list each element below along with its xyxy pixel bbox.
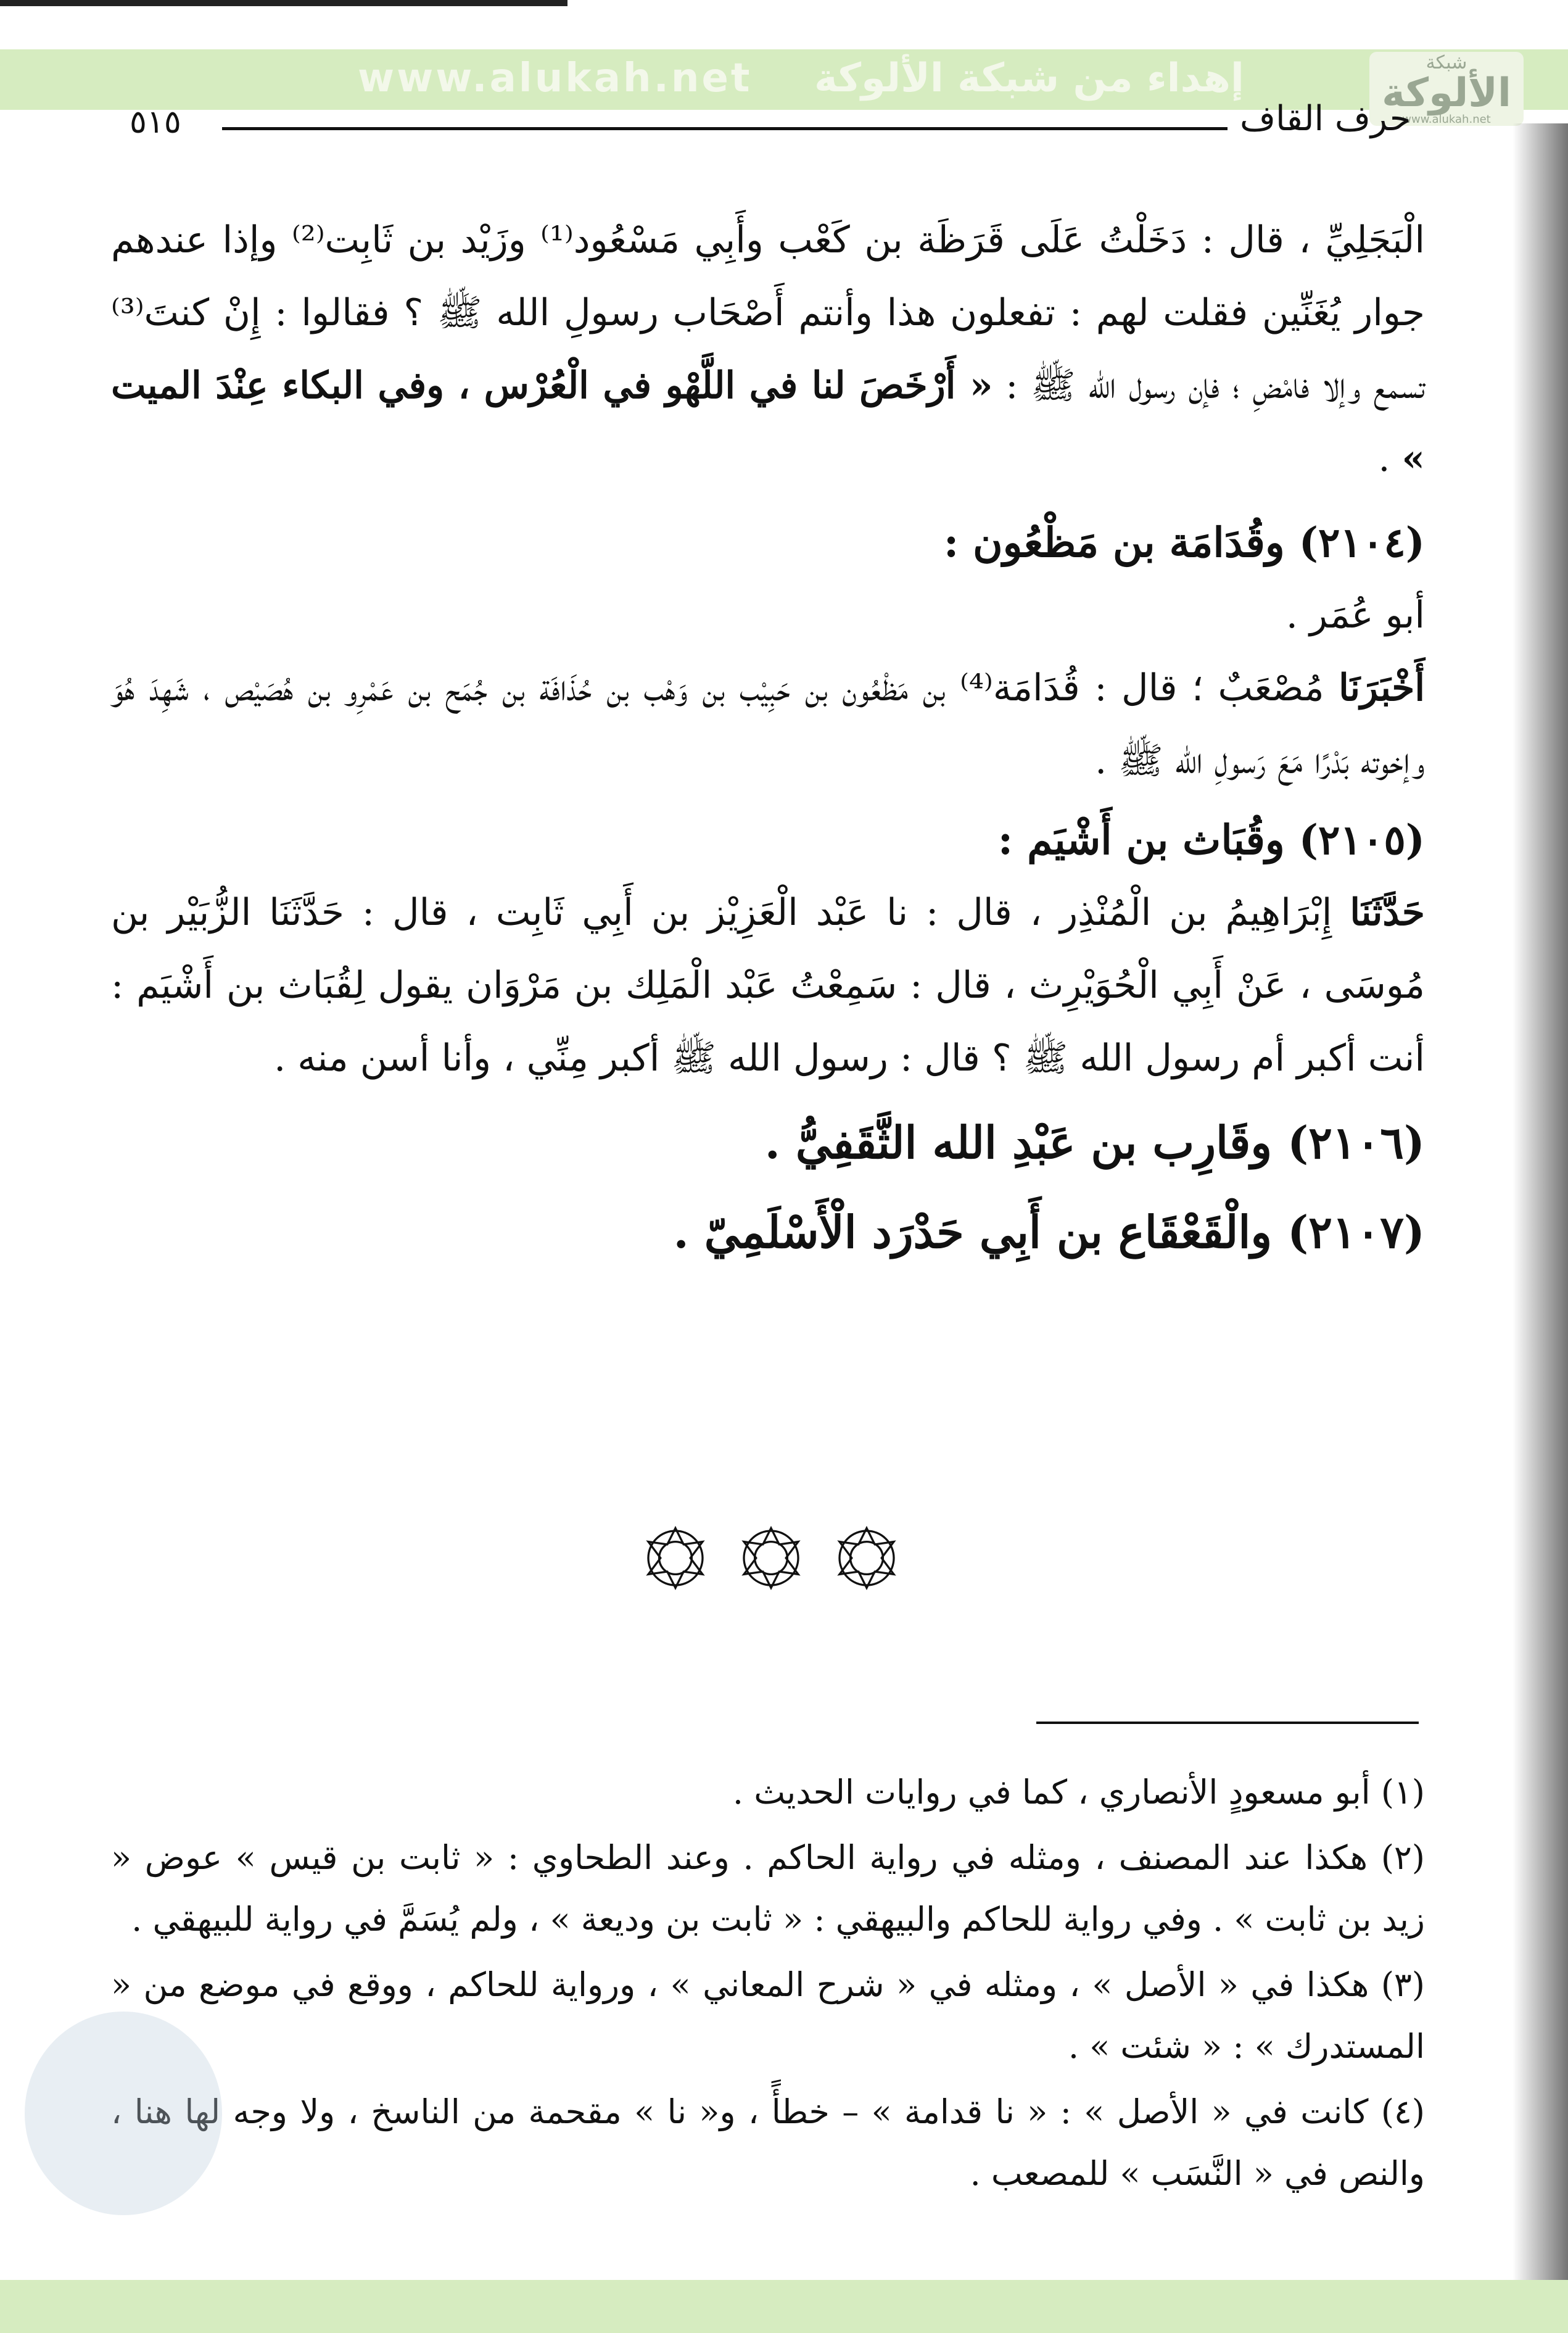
entry-heading-2105: (٢١٠٥) وقُبَاث بن أَشْيَم :: [997, 816, 1425, 864]
header-rule: [222, 127, 1228, 130]
entry-text-2104: مُصْعَبٌ ؛ قال : قُدَامَة⁽⁴⁾ بن مَظْعُون بن حَبِيْب بن وَهْب بن حُذَافَة بن جُمَح بن عَمْرِو بن هُصَيْص ، شَهِدَ هُوَ وإخوته بَدْرًا مَعَ رَسولِ الله ﷺ .: [111, 666, 1425, 782]
corner-watermark: [25, 2012, 222, 2215]
page-number: ٥١٥: [130, 104, 181, 141]
footnote-2: (٢) هكذا عند المصنف ، ومثله في رواية الحاكم . وعند الطحاوي : « ثابت بن قيس » عوض « زيد بن ثابت » . وفي رواية للحاكم والبيهقي : « ثابت بن وديعة » ، ولم يُسَمَّ في رواية للبيهقي .: [111, 1838, 1425, 1939]
entry-paragraph-2105: [111, 876, 1425, 1095]
ornament-icon: [833, 1524, 901, 1592]
narration-lead: أَخْبَرَنَا: [1339, 666, 1426, 710]
section-divider-ornaments: [642, 1524, 901, 1598]
logo-top-text: شبكة: [1426, 52, 1467, 73]
ornament-icon: [642, 1524, 709, 1592]
bottom-banner: [0, 2280, 1568, 2333]
entry-paragraph-2104: [111, 652, 1425, 797]
ornament-icon: [737, 1524, 805, 1592]
running-header: حرف القاف: [1240, 99, 1411, 139]
footnote-4: (٤) كانت في « الأصل » : « نا قدامة » – خطأً ، و« نا » مقحمة من الناسخ ، ولا وجه لها هنا ، والنص في « النَّسَب » للمصعب .: [111, 2092, 1425, 2193]
logo-url: www.alukah.net: [1402, 113, 1491, 126]
scan-edge-shadow: [1512, 123, 1568, 2283]
page-body: [111, 204, 1425, 1274]
banner-gift-text: إهداء من شبكة الألوكة: [814, 56, 1244, 101]
kunya-2104: أبو عُمَر .: [1285, 594, 1425, 637]
entry-heading-2107: (٢١٠٧) والْقَعْقَاع بن أَبِي حَدْرَد الْأَسْلَمِيّ .: [673, 1206, 1425, 1258]
hadith-quote: « أَرْخَصَ لنا في اللَّهْو في الْعُرْس ، وفي البكاء عِنْدَ الميت »: [111, 364, 1425, 480]
footnotes: [111, 1762, 1425, 2208]
top-edge-rule: [0, 0, 567, 6]
footnote-3: (٣) هكذا في « الأصل » ، ومثله في « شرح المعاني » ، ورواية للحاكم ، ووقع في موضع من « المستدرك » : « شئت » .: [111, 1965, 1425, 2066]
paragraph-continued: [111, 204, 1425, 495]
entry-heading-2104: (٢١٠٤) وقُدَامَة بن مَظْعُون :: [943, 518, 1425, 566]
logo-name: الألوكة: [1382, 70, 1511, 116]
footnote-1: (١) أبو مسعودٍ الأنصاري ، كما في روايات الحديث .: [732, 1773, 1425, 1812]
narration-lead: حَدَّثَنَا: [1350, 891, 1425, 934]
footnote-rule: [1036, 1722, 1419, 1724]
para1-text: الْبَجَلِيِّ ، قال : دَخَلْتُ عَلَى قَرَظَة بن كَعْب وأَبِي مَسْعُود⁽¹⁾ وزَيْد بن ثَابِت⁽²⁾ وإذا عندهم جوار يُغَنِّين فقلت لهم : تفعلون هذا وأنتم أَصْحَاب رسولِ الله ﷺ ؟ فقالوا : إِنْ كنتَ⁽³⁾ تسمع وإلا فامْضِ ؛ فإن رسول الله ﷺ :: [111, 218, 1425, 407]
para1-end: .: [1378, 437, 1402, 480]
banner-url[interactable]: www.alukah.net: [358, 56, 753, 101]
entry-heading-2106: (٢١٠٦) وقَارِب بن عَبْدِ الله الثَّقَفِيُّ .: [764, 1116, 1425, 1169]
entry-text-2105: إِبْرَاهِيمُ بن الْمُنْذِر ، قال : نا عَبْد الْعَزِيْز بن أَبِي ثَابِت ، قال : حَدَّثَنَا الزُّبَيْر بن مُوسَى ، عَنْ أَبِي الْحُوَيْرِث ، قال : سَمِعْتُ عَبْد الْمَلِك بن مَرْوَان يقول لِقُبَاث بن أَشْيَم : أنت أكبر أم رسول الله ﷺ ؟ قال : رسول الله ﷺ أكبر مِنِّي ، وأنا أسن منه .: [111, 891, 1425, 1080]
